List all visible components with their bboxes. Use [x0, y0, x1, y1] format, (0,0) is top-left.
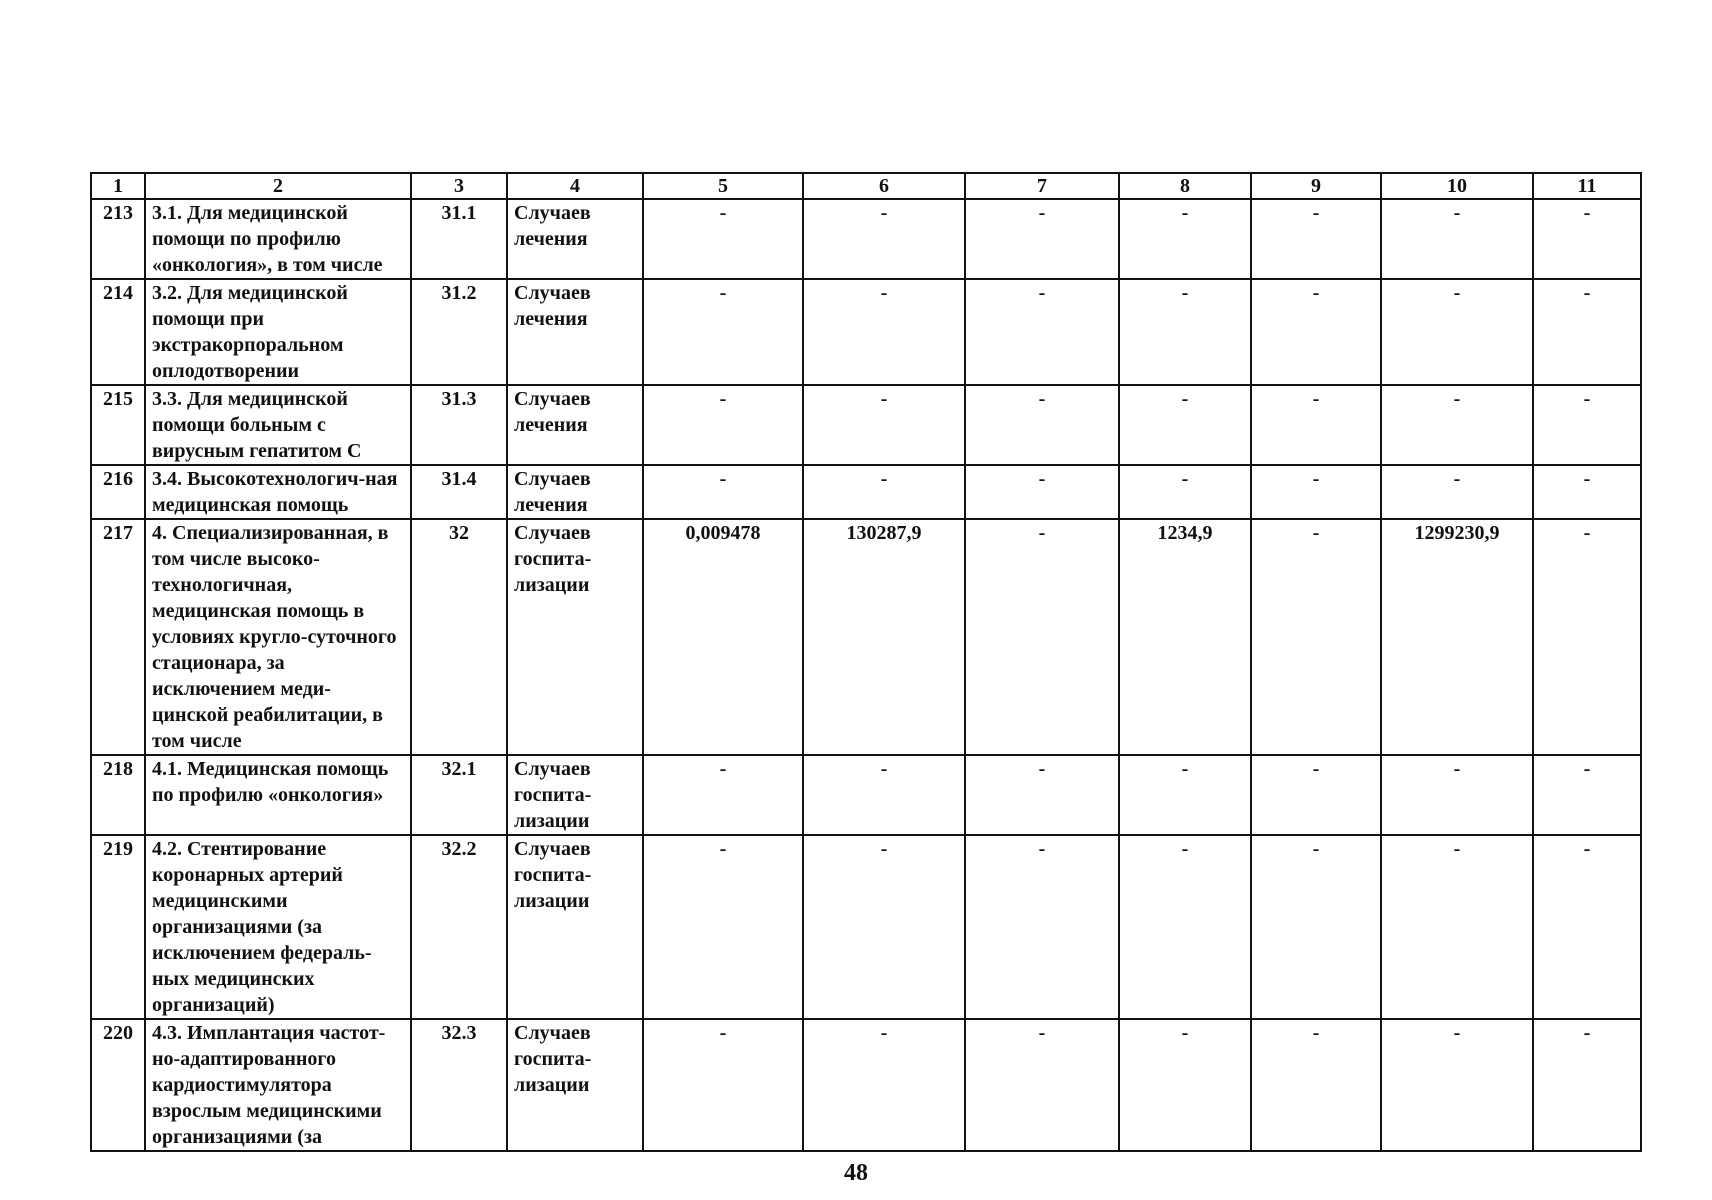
- row-value-col8: -: [1119, 385, 1251, 465]
- table-row: [91, 835, 1641, 1019]
- row-value-col11: -: [1533, 199, 1641, 279]
- col-header-7: 7: [965, 173, 1119, 199]
- row-code: 32.1: [411, 755, 507, 835]
- row-value-col9: -: [1251, 199, 1381, 279]
- row-value-col7: -: [965, 199, 1119, 279]
- row-value-col6: -: [803, 199, 965, 279]
- row-unit: Случаев лечения: [507, 385, 643, 465]
- row-value-col6: -: [803, 279, 965, 385]
- col-header-8: 8: [1119, 173, 1251, 199]
- row-value-col9: -: [1251, 519, 1381, 755]
- row-value-col9: -: [1251, 279, 1381, 385]
- row-value-col7: -: [965, 385, 1119, 465]
- row-value-col9: -: [1251, 1019, 1381, 1151]
- page-number: 48: [844, 1160, 868, 1186]
- row-unit: Случаев госпита-лизации: [507, 1019, 643, 1151]
- row-code: 32.3: [411, 1019, 507, 1151]
- row-value-col7: -: [965, 519, 1119, 755]
- col-header-10: 10: [1381, 173, 1533, 199]
- row-value-col10: -: [1381, 279, 1533, 385]
- row-value-col5: -: [643, 465, 803, 519]
- row-code: 31.1: [411, 199, 507, 279]
- col-header-5: 5: [643, 173, 803, 199]
- row-name: 3.3. Для медицинской помощи больным с вирусным гепатитом С: [145, 385, 411, 465]
- row-value-col10: -: [1381, 465, 1533, 519]
- row-code: 32.2: [411, 835, 507, 1019]
- row-value-col5: 0,009478: [643, 519, 803, 755]
- row-value-col11: -: [1533, 835, 1641, 1019]
- row-value-col11: -: [1533, 465, 1641, 519]
- row-value-col10: -: [1381, 199, 1533, 279]
- row-value-col7: -: [965, 465, 1119, 519]
- row-value-col9: -: [1251, 385, 1381, 465]
- col-header-6: 6: [803, 173, 965, 199]
- col-header-1: 1: [91, 173, 145, 199]
- row-number: 220: [91, 1019, 145, 1151]
- row-value-col8: -: [1119, 465, 1251, 519]
- table-row: [91, 199, 1641, 279]
- row-value-col5: -: [643, 385, 803, 465]
- row-number: 213: [91, 199, 145, 279]
- row-value-col11: -: [1533, 755, 1641, 835]
- row-number: 216: [91, 465, 145, 519]
- row-name: 4.3. Имплантация частот-но-адаптированного кардиостимулятора взрослым медицинскими организациями (за: [145, 1019, 411, 1151]
- row-value-col7: -: [965, 755, 1119, 835]
- row-value-col11: -: [1533, 519, 1641, 755]
- row-value-col9: -: [1251, 835, 1381, 1019]
- row-unit: Случаев лечения: [507, 199, 643, 279]
- table-row: [91, 755, 1641, 835]
- row-value-col11: -: [1533, 1019, 1641, 1151]
- row-value-col9: -: [1251, 465, 1381, 519]
- row-value-col10: -: [1381, 755, 1533, 835]
- row-number: 219: [91, 835, 145, 1019]
- row-unit: Случаев госпита-лизации: [507, 519, 643, 755]
- row-value-col6: 130287,9: [803, 519, 965, 755]
- row-value-col5: -: [643, 199, 803, 279]
- row-value-col7: -: [965, 835, 1119, 1019]
- col-header-2: 2: [145, 173, 411, 199]
- row-name: 4.1. Медицинская помощь по профилю «онкология»: [145, 755, 411, 835]
- row-number: 215: [91, 385, 145, 465]
- row-name: 3.2. Для медицинской помощи при экстракорпоральном оплодотворении: [145, 279, 411, 385]
- row-number: 214: [91, 279, 145, 385]
- row-unit: Случаев лечения: [507, 465, 643, 519]
- row-value-col7: -: [965, 279, 1119, 385]
- row-code: 31.2: [411, 279, 507, 385]
- row-value-col6: -: [803, 1019, 965, 1151]
- row-name: 4.2. Стентирование коронарных артерий медицинскими организациями (за исключением федераль-ных медицинских организаций): [145, 835, 411, 1019]
- row-value-col8: -: [1119, 835, 1251, 1019]
- row-value-col11: -: [1533, 279, 1641, 385]
- row-number: 217: [91, 519, 145, 755]
- row-value-col8: -: [1119, 1019, 1251, 1151]
- row-value-col8: -: [1119, 755, 1251, 835]
- row-name: 3.1. Для медицинской помощи по профилю «онкология», в том числе: [145, 199, 411, 279]
- col-header-9: 9: [1251, 173, 1381, 199]
- table-row: [91, 1019, 1641, 1151]
- row-value-col6: -: [803, 465, 965, 519]
- row-value-col10: -: [1381, 385, 1533, 465]
- row-value-col5: -: [643, 279, 803, 385]
- row-unit: Случаев госпита-лизации: [507, 835, 643, 1019]
- table-row: [91, 385, 1641, 465]
- row-unit: Случаев госпита-лизации: [507, 755, 643, 835]
- row-value-col11: -: [1533, 385, 1641, 465]
- row-value-col6: -: [803, 385, 965, 465]
- col-header-4: 4: [507, 173, 643, 199]
- row-value-col10: 1299230,9: [1381, 519, 1533, 755]
- row-code: 32: [411, 519, 507, 755]
- row-value-col8: -: [1119, 279, 1251, 385]
- row-unit: Случаев лечения: [507, 279, 643, 385]
- table-row: [91, 519, 1641, 755]
- row-value-col10: -: [1381, 835, 1533, 1019]
- header-row: [91, 173, 1641, 199]
- row-name: 4. Специализированная, в том числе высоко-технологичная, медицинская помощь в условиях кругло-суточного стационара, за исключением меди-цинской реабилитации, в том числе: [145, 519, 411, 755]
- row-value-col5: -: [643, 835, 803, 1019]
- col-header-3: 3: [411, 173, 507, 199]
- row-number: 218: [91, 755, 145, 835]
- table-row: [91, 465, 1641, 519]
- row-value-col8: 1234,9: [1119, 519, 1251, 755]
- row-value-col6: -: [803, 835, 965, 1019]
- data-table: [90, 172, 1642, 1152]
- row-code: 31.3: [411, 385, 507, 465]
- row-value-col5: -: [643, 1019, 803, 1151]
- table-row: [91, 279, 1641, 385]
- row-value-col5: -: [643, 755, 803, 835]
- row-value-col9: -: [1251, 755, 1381, 835]
- row-code: 31.4: [411, 465, 507, 519]
- row-value-col7: -: [965, 1019, 1119, 1151]
- row-value-col10: -: [1381, 1019, 1533, 1151]
- col-header-11: 11: [1533, 173, 1641, 199]
- row-name: 3.4. Высокотехнологич-ная медицинская помощь: [145, 465, 411, 519]
- row-value-col6: -: [803, 755, 965, 835]
- row-value-col8: -: [1119, 199, 1251, 279]
